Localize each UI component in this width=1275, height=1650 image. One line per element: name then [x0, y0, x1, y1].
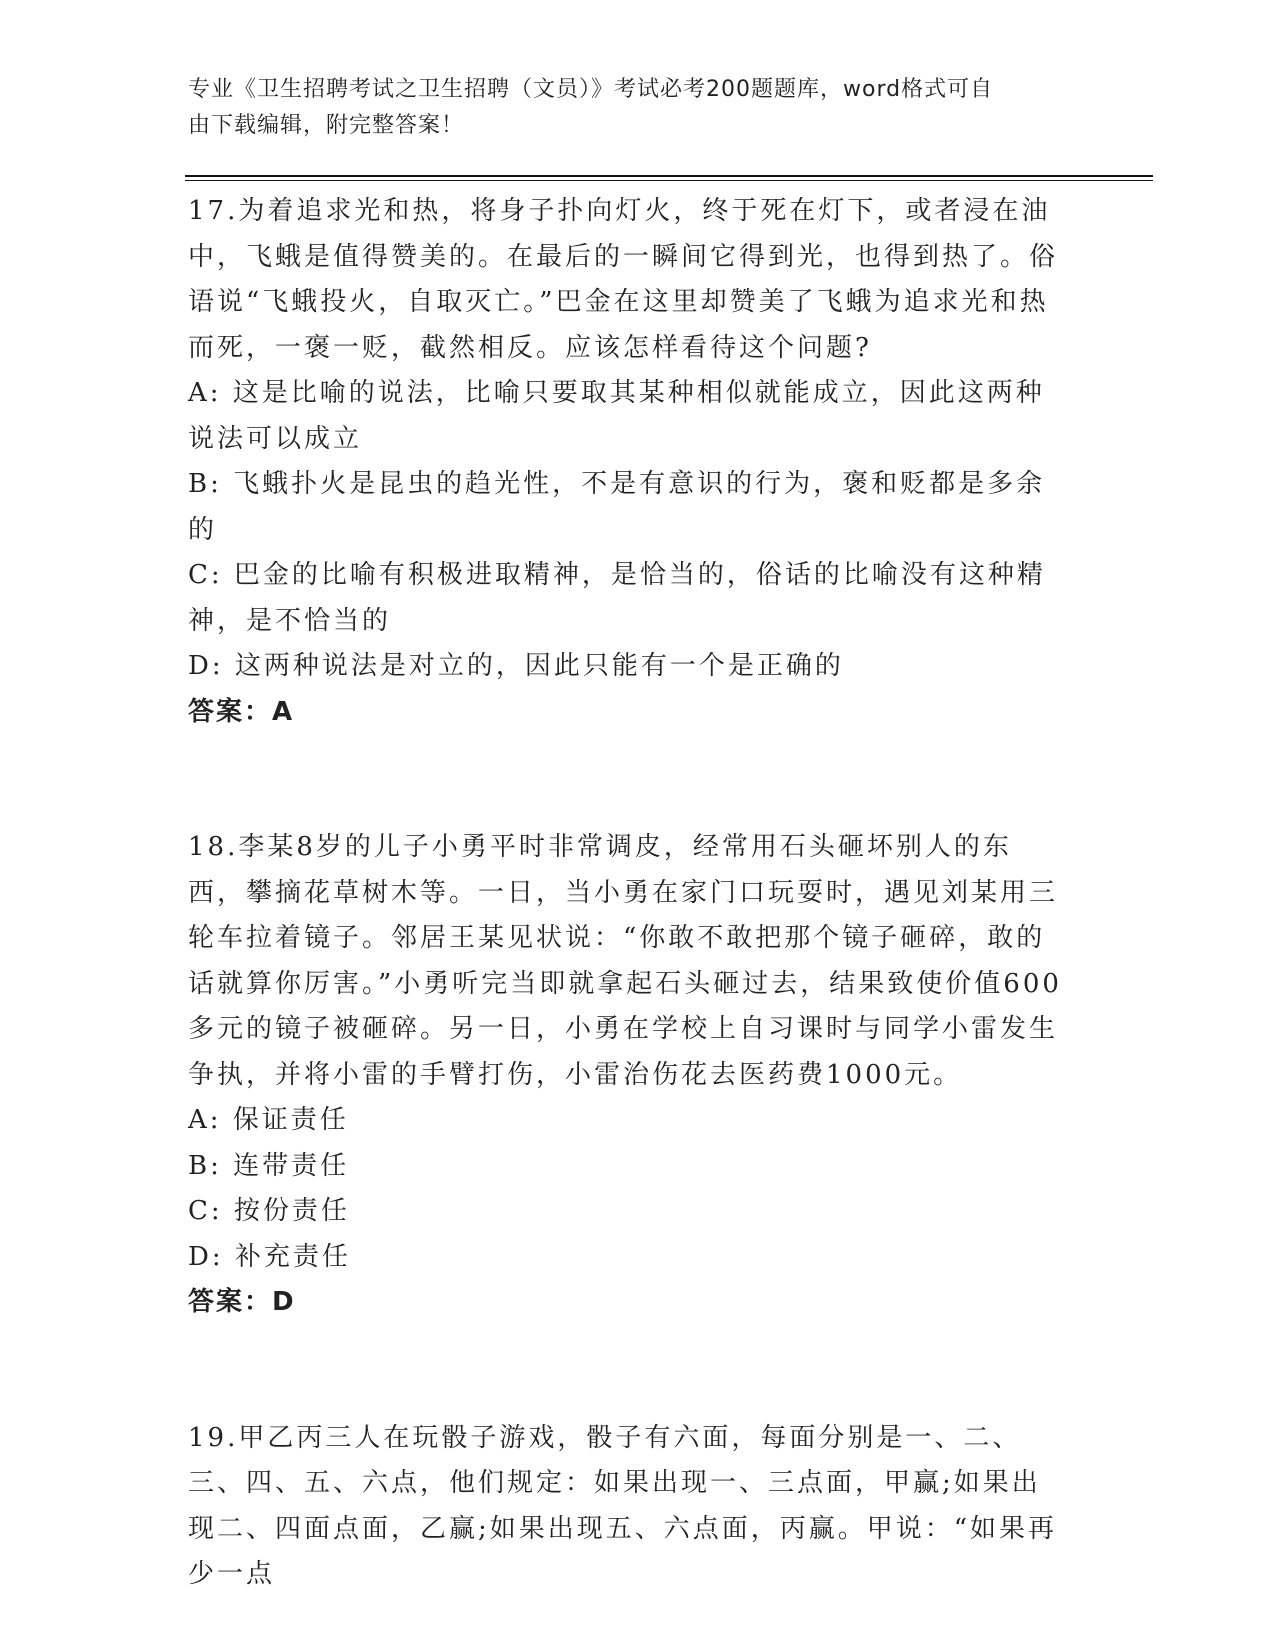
option-a: A: 这是比喻的说法，比喻只要取其某种相似就能成立，因此这两种说法可以成立	[188, 378, 1045, 454]
option-b: B: 飞蛾扑火是昆虫的趋光性，不是有意识的行为，褒和贬都是多余的	[188, 469, 1046, 545]
question-gap	[188, 735, 1068, 825]
answer-text: 答案：D	[188, 1287, 296, 1317]
answer-text: 答案：A	[188, 696, 295, 727]
question-gap	[188, 1326, 1068, 1416]
question-list	[188, 189, 1068, 1598]
option-b: B: 连带责任	[188, 1150, 350, 1181]
option-d: D: 这两种说法是对立的，因此只能有一个是正确的	[188, 651, 844, 681]
header-divider-thick	[185, 175, 1153, 177]
question-stem: 18.李某8岁的儿子小勇平时非常调皮，经常用石头砸坏别人的东西，攀摘花草树木等。一日，当小勇在家门口玩耍时，遇见刘某用三轮车拉着镜子。邻居王某见状说：“你敢不敢把那个镜子砸碎，敢的话就算你厉害。”小勇听完当即就拿起石头砸过去，结果致使价值600多元的镜子被砸碎。另一日，小勇在学校上自习课时与同学小雷发生争执，并将小雷的手臂打伤，小雷治伤花去医药费1000元。	[188, 832, 1062, 1090]
question-17	[188, 189, 1068, 735]
question-stem: 17.为着追求光和热，将身子扑向灯火，终于死在灯下，或者浸在油中，飞蛾是值得赞美的。在最后的一瞬间它得到光，也得到热了。俗语说“飞蛾投火，自取灭亡。”巴金在这里却赞美了飞蛾为追求光和热而死，一褒一贬，截然相反。应该怎样看待这个问题?	[188, 196, 1059, 363]
question-stem: 19.甲乙丙三人在玩骰子游戏，骰子有六面，每面分别是一、二、三、四、五、六点，他们规定：如果出现一、三点面，甲赢;如果出现二、四面点面，乙赢;如果出现五、六点面，丙赢。甲说：“如果再少一点	[188, 1422, 1058, 1589]
option-c: C: 按份责任	[188, 1196, 350, 1226]
option-c: C: 巴金的比喻有积极进取精神，是恰当的，俗话的比喻没有这种精神，是不恰当的	[188, 560, 1046, 636]
document-header	[188, 72, 1068, 144]
question-19	[188, 1416, 1068, 1598]
option-a: A: 保证责任	[188, 1105, 349, 1135]
header-divider-thin	[185, 180, 1153, 181]
header-line-2: 由下载编辑，附完整答案！	[188, 113, 465, 138]
option-d: D: 补充责任	[188, 1241, 351, 1272]
header-line-1: 专业《卫生招聘考试之卫生招聘（文员）》考试必考200题题库，word格式可自	[188, 77, 994, 102]
question-18	[188, 825, 1068, 1326]
